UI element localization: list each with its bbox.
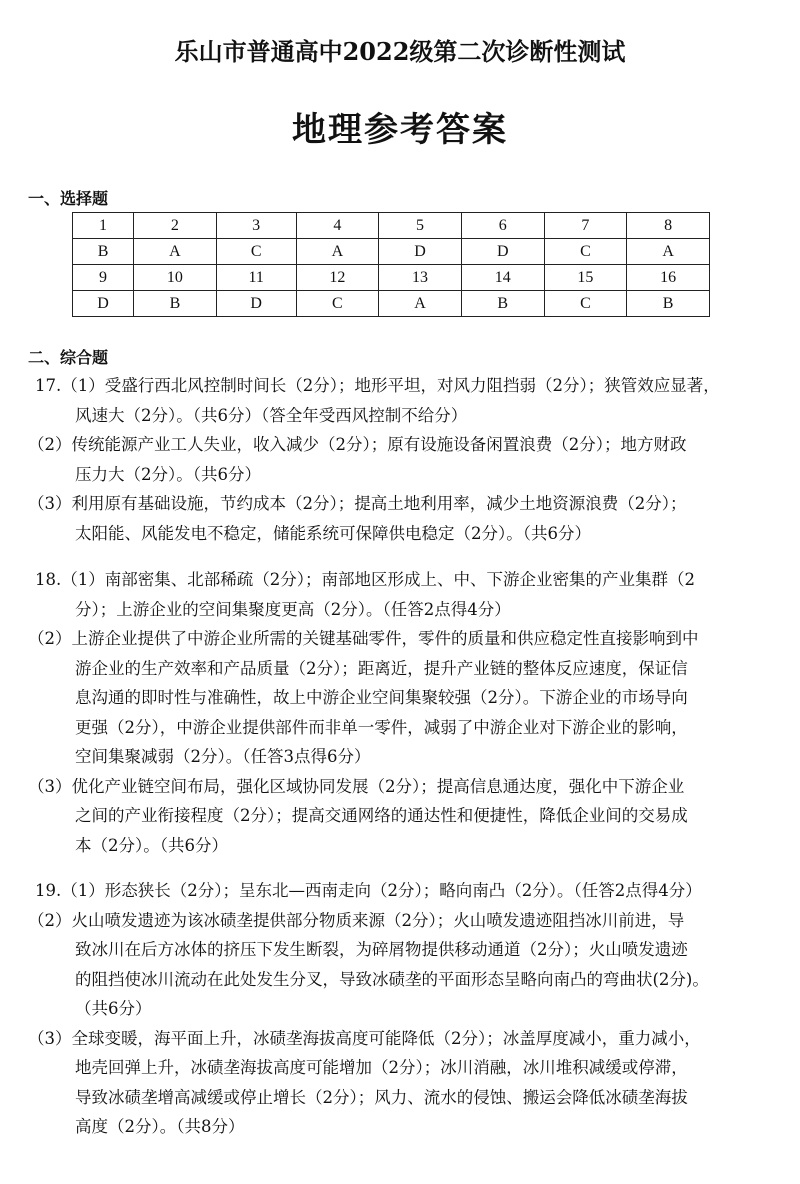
- question-number-row: [73, 265, 710, 291]
- answer-cell: C: [216, 239, 296, 265]
- answer-line: 19.（1）形态狭长（2分）；呈东北—西南走向（2分）；略向南凸（2分）。（任答2点得4分）: [35, 881, 702, 900]
- section-heading-choice: 一、选择题: [28, 189, 109, 208]
- question-number-cell: 11: [216, 265, 296, 291]
- answer-line: （3）全球变暖，海平面上升，冰碛垄海拔高度可能降低（2分）；冰盖厚度减小，重力减小，: [28, 1028, 701, 1048]
- answer-row: [73, 239, 710, 265]
- question-number-cell: 15: [544, 265, 627, 291]
- answer-cell: A: [627, 239, 710, 265]
- question-number-cell: 2: [134, 213, 217, 239]
- answer-cell: A: [379, 291, 462, 317]
- answer-cell: C: [296, 291, 379, 317]
- answer-line: 息沟通的即时性与准确性，故上中游企业空间集聚较强（2分）。下游企业的市场导向: [75, 688, 688, 707]
- question-number-cell: 5: [379, 213, 462, 239]
- question-number-cell: 6: [461, 213, 544, 239]
- answer-line: 高度（2分）。（共8分）: [75, 1117, 245, 1136]
- answer-line: 压力大（2分）。（共6分）: [75, 464, 261, 484]
- answer-line: 导致冰碛垄增高减缓或停止增长（2分）；风力、流水的侵蚀、搬运会降低冰碛垄海拔: [75, 1087, 688, 1107]
- answer-line: 更强（2分），中游企业提供部件而非单一零件，减弱了中游企业对下游企业的影响，: [75, 717, 688, 737]
- answer-cell: A: [134, 239, 217, 265]
- answer-cell: D: [379, 239, 462, 265]
- answer-line: 致冰川在后方冰体的挤压下发生断裂，为碎屑物提供移动通道（2分）；火山喷发遗迹: [75, 940, 688, 959]
- answer-line: （3）利用原有基础设施，节约成本（2分）；提高土地利用率，减少土地资源浪费（2分）；: [28, 494, 687, 513]
- answer-line: 分）；上游企业的空间集聚度更高（2分）。（任答2点得4分）: [75, 599, 511, 619]
- question-number-cell: 8: [627, 213, 710, 239]
- answer-line: 本（2分）。（共6分）: [75, 835, 228, 855]
- question-number-row: [73, 213, 710, 239]
- answer-cell: A: [296, 239, 379, 265]
- answer-line: （2）传统能源产业工人失业，收入减少（2分）；原有设施设备闲置浪费（2分）；地方财政: [28, 435, 687, 454]
- answer-cell: C: [544, 291, 627, 317]
- question-number-cell: 16: [627, 265, 710, 291]
- answer-cell: D: [461, 239, 544, 265]
- question-number-cell: 14: [461, 265, 544, 291]
- question-19-answer: [0, 876, 800, 1142]
- exam-title: 乐山市普通高中2022级第二次诊断性测试: [174, 37, 626, 66]
- answer-line: （共6分）: [75, 999, 152, 1018]
- answer-line: 之间的产业衔接程度（2分）；提高交通网络的通达性和便捷性，降低企业间的交易成: [75, 806, 688, 825]
- answer-line: （2）上游企业提供了中游企业所需的关键基础零件，零件的质量和供应稳定性直接影响到中: [28, 629, 699, 648]
- answer-cell: C: [544, 239, 627, 265]
- answer-line: 18.（1）南部密集、北部稀疏（2分）；南部地区形成上、中、下游企业密集的产业集群（2: [35, 570, 695, 589]
- answer-cell: B: [134, 291, 217, 317]
- answer-cell: B: [627, 291, 710, 317]
- answer-row: [73, 291, 710, 317]
- question-number-cell: 7: [544, 213, 627, 239]
- answer-line: 风速大（2分）。（共6分）（答全年受西风控制不给分）: [75, 405, 468, 425]
- question-number-cell: 12: [296, 265, 379, 291]
- section-heading-comprehensive: 二、综合题: [28, 348, 109, 367]
- document-subtitle: 地理参考答案: [292, 110, 508, 150]
- answer-line: （3）优化产业链空间布局，强化区域协同发展（2分）；提高信息通达度，强化中下游企业: [28, 776, 685, 796]
- answer-cell: D: [73, 291, 134, 317]
- question-number-cell: 1: [73, 213, 134, 239]
- question-number-cell: 13: [379, 265, 462, 291]
- question-number-cell: 3: [216, 213, 296, 239]
- question-18-answer: [0, 565, 800, 860]
- question-number-cell: 4: [296, 213, 379, 239]
- answer-line: 太阳能、风能发电不稳定，储能系统可保障供电稳定（2分）。（共6分）: [75, 523, 591, 543]
- answer-cell: B: [73, 239, 134, 265]
- answer-cell: B: [461, 291, 544, 317]
- answer-cell: D: [216, 291, 296, 317]
- question-number-cell: 10: [134, 265, 217, 291]
- answer-line: 17.（1）受盛行西北风控制时间长（2分）；地形平坦，对风力阻挡弱（2分）；狭管效应显著，: [35, 376, 720, 395]
- answer-line: 的阻挡使冰川流动在此处发生分叉，导致冰碛垄的平面形态呈略向南凸的弯曲状(2分)。: [75, 969, 709, 989]
- question-number-cell: 9: [73, 265, 134, 291]
- question-17-answer: [0, 371, 800, 548]
- answer-line: 地壳回弹上升，冰碛垄海拔高度可能增加（2分）；冰川消融，冰川堆积减缓或停滞，: [75, 1058, 688, 1077]
- answer-line: （2）火山喷发遗迹为该冰碛垄提供部分物质来源（2分）；火山喷发遗迹阻挡冰川前进，导: [28, 910, 685, 930]
- answer-line: 游企业的生产效率和产品质量（2分）；距离近，提升产业链的整体反应速度，保证信: [75, 658, 688, 678]
- answer-line: 空间集聚减弱（2分）。（任答3点得6分）: [75, 747, 371, 766]
- answer-table: [72, 212, 710, 317]
